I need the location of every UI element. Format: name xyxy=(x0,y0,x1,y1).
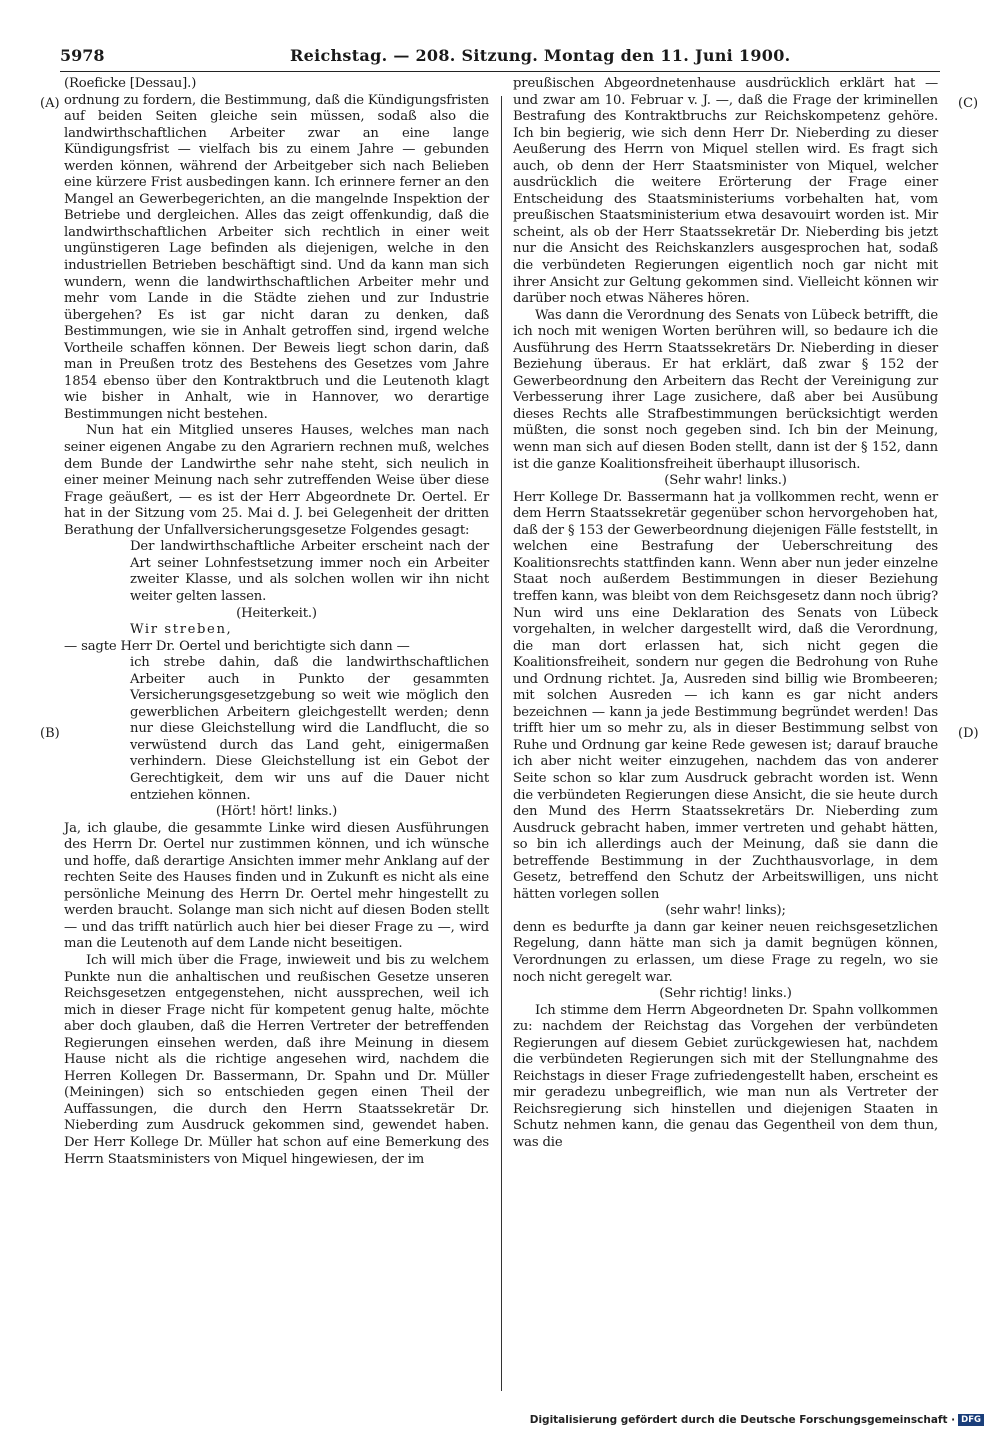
paragraph: (Sehr wahr! links.) xyxy=(664,473,787,489)
margin-marker-a: (A) xyxy=(40,96,60,111)
paragraph: (Hört! hört! links.) xyxy=(215,804,338,820)
margin-marker-d: (D) xyxy=(958,726,979,741)
paragraph: (Sehr richtig! links.) xyxy=(659,986,792,1002)
paragraph: Ja, ich glaube, die gesammte Linke wird diesen Ausführungen des Herrn Dr. Oertel nur zustimmen können, und ich wünsche und hoffe, daß derartige Ansichten immer mehr Anklang auf der rechten Seite des Hauses finden und in Zukunft es nicht als eine persönliche Meinung des Herrn Dr. Oertel mehr hingestellt zu werden braucht. Solange man sich nicht auf diesen Boden stellt — und das trifft natürlich auch hier bei dieser Frage zu —, wird man die Leutenoth auf dem Lande nicht beseitigen. xyxy=(64,820,489,952)
paragraph: Nun hat ein Mitglied unseres Hauses, welches man nach seiner eigenen Angabe zu den Agrariern rechnen muß, welches dem Bunde der Landwirthe sehr nahe steht, sich neulich in einer meiner Meinung nach sehr zutreffenden Weise über diese Frage geäußert, — es ist der Herr Abgeordnete Dr. Oertel. Er hat in der Sitzung vom 25. Mai d. J. bei Gelegenheit der dritten Berathung der Unfallversicherungsgesetze Folgendes gesagt: xyxy=(64,423,489,538)
footer-text: Digitalisierung gefördert durch die Deutsche Forschungsgemeinschaft · xyxy=(529,1414,956,1426)
right-column xyxy=(513,76,938,1152)
page-number: 5978 xyxy=(60,46,105,65)
paragraph: Wir streben, xyxy=(130,622,233,638)
paragraph: Ich will mich über die Frage, inwieweit und bis zu welchem Punkte nun die anhaltischen und reußischen Gesetze unseren Reichsgesetzen entgegenstehen, nicht aussprechen, weil ich mich in dieser Frage nicht für kompetent genug halte, möchte aber doch glauben, daß die Herren Vertreter der betreffenden Regierungen einsehen werden, daß ihre Meinung in diesem Hause nicht als die richtige angesehen wird, nachdem die Herren Kollegen Dr. Bassermann, Dr. Spahn und Dr. Müller (Meiningen) sich so entschieden gegen einen Theil der Auffassungen, die durch den Herrn Staatssekretär Dr. Nieberding zum Ausdruck gekommen sind, gewendet haben. Der Herr Kollege Dr. Müller hat schon auf eine Bemerkung des Herrn Staatsministers von Miquel hingewiesen, der im xyxy=(64,952,489,1167)
column-divider xyxy=(501,96,502,1391)
footer-credit xyxy=(530,1413,984,1427)
page-header xyxy=(60,46,940,70)
paragraph: Was dann die Verordnung des Senats von Lübeck betrifft, die ich noch mit wenigen Worten berühren will, so bedaure ich die Ausführung des Herrn Staatssekretärs Dr. Nieberding in dieser Beziehung überaus. Er hat erklärt, daß zwar § 152 der Gewerbeordnung den Arbeitern das Recht der Vereinigung zur Verbesserung ihrer Lage zusichere, daß aber bei Ausübung dieses Rechts alle Strafbestimmungen berücksichtigt werden müßten, die sonst noch gegeben sind. Ich bin der Meinung, wenn man sich auf diesen Boden stellt, dann ist der § 152, dann ist die ganze Koalitionsfreiheit überhaupt illusorisch. xyxy=(513,307,938,472)
page-title: Reichstag. — 208. Sitzung. Montag den 11. Juni 1900. xyxy=(290,46,791,65)
dfg-logo: DFG xyxy=(958,1414,984,1426)
header-rule xyxy=(60,71,940,72)
paragraph: Herr Kollege Dr. Bassermann hat ja vollkommen recht, wenn er dem Herrn Staatssekretär gegenüber schon hervorgehoben hat, daß der § 153 der Gewerbeordnung diejenigen Fälle feststellt, in welchen eine Bestrafung der Ueberschreitung des Koalitionsrechts stattfinden kann. Wenn aber nun jeder einzelne Staat noch außerdem Bestimmungen in dieser Beziehung treffen kann, was bleibt von dem Reichsgesetz dann noch übrig? Nun wird uns eine Deklaration des Senats von Lübeck vorgehalten, in welcher dargestellt wird, daß die Verordnung, die man dort erlassen hat, sich nicht gegen die Koalitionsfreiheit, sondern nur gegen die Bedrohung von Ruhe und Ordnung richtet. Ja, Ausreden sind billig wie Brombeeren; mit solchen Ausreden — ich kann es gar nicht anders bezeichnen — kann ja jede Bestimmung begründet werden! Das trifft hier um so mehr zu, als in dieser Bestimmung selbst von Ruhe und Ordnung gar keine Rede gewesen ist; darauf brauche ich aber nicht weiter einzugehen, nachdem das von anderer Seite schon so klar zum Ausdruck gebracht worden ist. Wenn die verbündeten Regierungen diese Ansicht, die sie heute durch den Mund des Herrn Staatssekretärs Dr. Nieberding zum Ausdruck gebracht haben, immer vertreten und gehabt hätten, so bin ich allerdings auch der Meinung, daß sie dann die betreffende Bestimmung in der Zuchthausvorlage, in dem Gesetz, betreffend den Schutz der Arbeitswilligen, uns nicht hätten vorlegen sollen xyxy=(513,489,938,902)
paragraph: ich strebe dahin, daß die landwirthschaftlichen Arbeiter auch in Punkto der gesammten Versicherungsgesetzgebung so weit wie möglich den gewerblichen Arbeitern gleichgestellt werden; denn nur diese Gleichstellung wird die Landflucht, die so verwüstend durch das Land geht, einigermaßen verhindern. Diese Gleichstellung ist ein Gebot der Gerechtigkeit, dem wir uns auf die Dauer nicht entziehen können. xyxy=(130,655,489,803)
paragraph: (Roeficke [Dessau].) xyxy=(64,76,197,91)
paragraph: (Heiterkeit.) xyxy=(236,605,317,621)
paragraph: denn es bedurfte ja dann gar keiner neuen reichsgesetzlichen Regelung, dann hätte man sich ja damit begnügen können, Verordnungen zu erlassen, um diese Frage zu regeln, wo sie noch nicht geregelt war. xyxy=(513,919,938,985)
left-column xyxy=(64,76,489,1168)
paragraph: — sagte Herr Dr. Oertel und berichtigte sich dann — xyxy=(64,638,410,654)
paragraph: preußischen Abgeordnetenhause ausdrücklich erklärt hat — und zwar am 10. Februar v. J. —, daß die Frage der kriminellen Bestrafung des Kontraktbruchs zur Reichskompetenz gehöre. Ich bin begierig, wie sich denn Herr Dr. Nieberding zu dieser Aeußerung des Herrn von Miquel stellen wird. Es fragt sich auch, ob denn der Herr Staatsminister von Miquel, welcher ausdrücklich die weitere Erörterung der Frage einer Entscheidung des Staatsministeriums vorbehalten hat, vom preußischen Staatsministerium etwa desavouirt worden ist. Mir scheint, als ob der Herr Staatssekretär Dr. Nieberding bis jetzt nur die Ansicht des Reichskanzlers ausgesprochen hat, sodaß die verbündeten Regierungen eigentlich noch gar nicht mit ihrer Ansicht zur Geltung gekommen sind. Vielleicht können wir darüber noch etwas Näheres hören. xyxy=(513,76,938,307)
margin-marker-b: (B) xyxy=(40,726,60,741)
paragraph: (sehr wahr! links); xyxy=(665,903,786,919)
margin-marker-c: (C) xyxy=(958,96,979,111)
paragraph: Der landwirthschaftliche Arbeiter erscheint nach der Art seiner Lohnfestsetzung immer noch ein Arbeiter zweiter Klasse, und als solchen wollen wir ihn nicht weiter gelten lassen. xyxy=(130,539,489,604)
paragraph: Ich stimme dem Herrn Abgeordneten Dr. Spahn vollkommen zu: nachdem der Reichstag das Vorgehen der verbündeten Regierungen auf diesem Gebiet zurückgewiesen hat, nachdem die verbündeten Regierungen sich mit der Stellungnahme des Reichstags in dieser Frage zufriedengestellt haben, erscheint es mir geradezu unbegreiflich, wie man nun als Vertreter der Reichsregierung sich hinstellen und diejenigen Staaten in Schutz nehmen kann, die genau das Gegentheil von dem thun, was die xyxy=(513,1002,938,1150)
paragraph: ordnung zu fordern, die Bestimmung, daß die Kündigungsfristen auf beiden Seiten gleiche sein müssen, sodaß also die landwirthschaftlichen Arbeiter zwar an eine lange Kündigungsfrist — vielfach bis zu einem Jahre — gebunden werden können, während der Arbeitgeber sich nach Belieben eine kürzere Frist ausbedingen kann. Ich erinnere ferner an den Mangel an Gewerbegerichten, an die mangelnde Inspektion der Betriebe und dergleichen. Alles das zeigt offenkundig, daß die landwirthschaftlichen Arbeiter sich rechtlich in einer weit ungünstigeren Lage befinden als diejenigen, welche in den industriellen Betrieben beschäftigt sind. Und da kann man sich wundern, wenn die landwirthschaftlichen Arbeiter mehr und mehr vom Lande in die Städte ziehen und zur Industrie übergehen? Es ist gar nicht daran zu denken, daß Bestimmungen, wie sie in Anhalt getroffen sind, irgend welche Vortheile schaffen können. Der Beweis liegt schon darin, daß man in Preußen trotz des Bestehens des Gesetzes vom Jahre 1854 ebenso über den Kontraktbruch und die Leutenoth klagt wie bisher in Anhalt, wie in Hannover, wo derartige Bestimmungen nicht bestehen. xyxy=(64,92,489,422)
